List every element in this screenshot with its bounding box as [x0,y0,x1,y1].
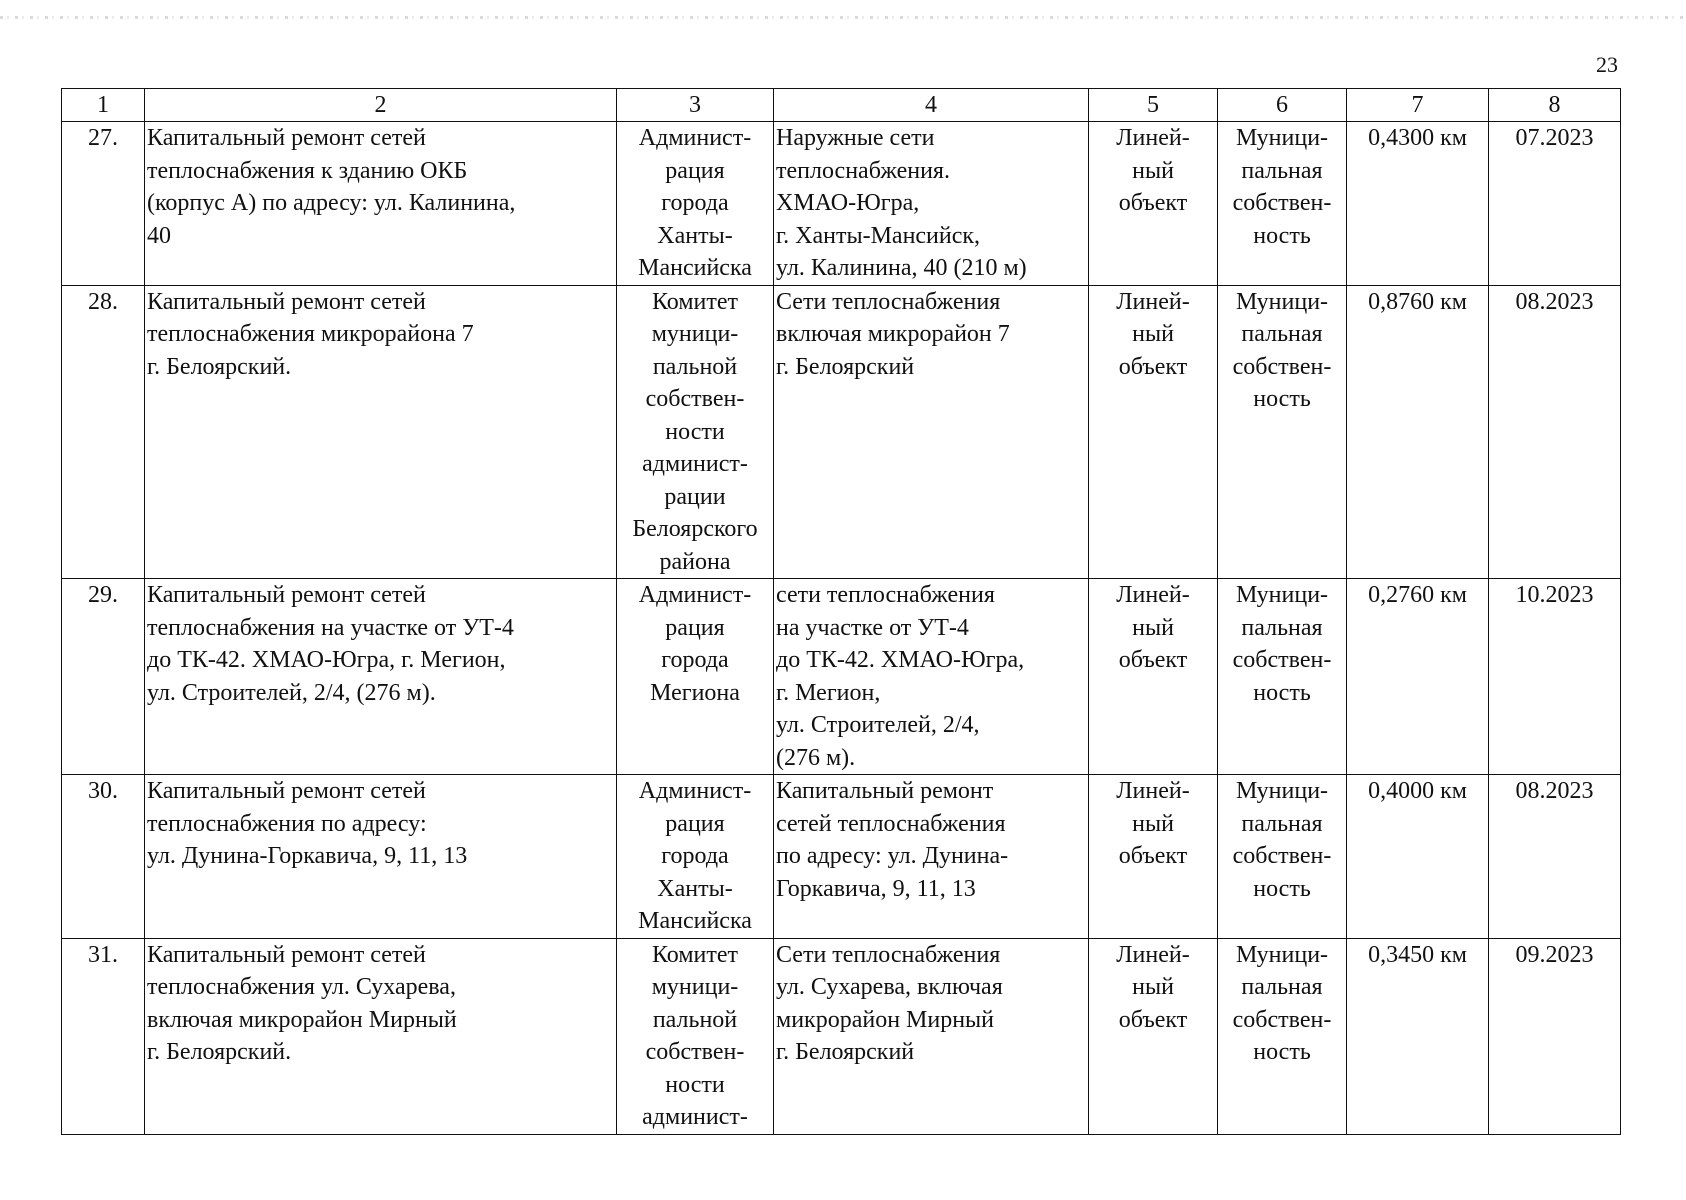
customer: Админист- рация города Ханты- Мансийска [617,122,774,286]
object-description: Капитальный ремонт сетей теплоснабжения по адресу: ул. Дунина- Горкавича, 9, 11, 13 [774,775,1089,939]
ownership: Муници- пальная собствен- ность [1218,122,1347,286]
object-description: сети теплоснабжения на участке от УТ-4 до ТК-42. ХМАО-Югра, г. Мегион, ул. Строителей, 2/4, (276 м). [774,579,1089,775]
object-description: Сети теплоснабжения включая микрорайон 7 г. Белоярский [774,285,1089,579]
scan-noise-line [0,16,1686,19]
project-name: Капитальный ремонт сетей теплоснабжения по адресу: ул. Дунина-Горкавича, 9, 11, 13 [145,775,617,939]
header-row [62,89,1621,122]
page-number: 23 [1596,52,1618,77]
length: 0,4300 км [1347,122,1489,286]
ownership: Муници- пальная собствен- ность [1218,775,1347,939]
table-row [62,285,1621,579]
table-row [62,122,1621,286]
completion-date: 08.2023 [1489,775,1621,939]
column-header-2: 2 [145,89,617,122]
object-type: Линей- ный объект [1089,285,1218,579]
length: 0,4000 км [1347,775,1489,939]
ownership: Муници- пальная собствен- ность [1218,938,1347,1134]
length: 0,8760 км [1347,285,1489,579]
project-name: Капитальный ремонт сетей теплоснабжения микрорайона 7 г. Белоярский. [145,285,617,579]
table-row [62,938,1621,1134]
object-type: Линей- ный объект [1089,579,1218,775]
project-name: Капитальный ремонт сетей теплоснабжения к зданию ОКБ (корпус А) по адресу: ул. Калинина, 40 [145,122,617,286]
row-number: 28. [62,285,145,579]
length: 0,3450 км [1347,938,1489,1134]
completion-date: 10.2023 [1489,579,1621,775]
column-header-1: 1 [62,89,145,122]
length: 0,2760 км [1347,579,1489,775]
column-header-5: 5 [1089,89,1218,122]
customer: Админист- рация города Ханты- Мансийска [617,775,774,939]
object-type: Линей- ный объект [1089,775,1218,939]
object-description: Сети теплоснабжения ул. Сухарева, включая микрорайон Мирный г. Белоярский [774,938,1089,1134]
project-name: Капитальный ремонт сетей теплоснабжения на участке от УТ-4 до ТК-42. ХМАО-Югра, г. Мегион, ул. Строителей, 2/4, (276 м). [145,579,617,775]
customer: Админист- рация города Мегиона [617,579,774,775]
row-number: 31. [62,938,145,1134]
data-table [61,88,1621,1135]
project-name: Капитальный ремонт сетей теплоснабжения ул. Сухарева, включая микрорайон Мирный г. Белоярский. [145,938,617,1134]
ownership: Муници- пальная собствен- ность [1218,285,1347,579]
customer: Комитет муници- пальной собствен- ности админист- рации Белоярского района [617,285,774,579]
customer: Комитет муници- пальной собствен- ности админист- [617,938,774,1134]
column-header-7: 7 [1347,89,1489,122]
column-header-8: 8 [1489,89,1621,122]
row-number: 27. [62,122,145,286]
completion-date: 07.2023 [1489,122,1621,286]
completion-date: 09.2023 [1489,938,1621,1134]
column-header-3: 3 [617,89,774,122]
row-number: 30. [62,775,145,939]
object-type: Линей- ный объект [1089,122,1218,286]
row-number: 29. [62,579,145,775]
object-description: Наружные сети теплоснабжения. ХМАО-Югра, г. Ханты-Мансийск, ул. Калинина, 40 (210 м) [774,122,1089,286]
completion-date: 08.2023 [1489,285,1621,579]
object-type: Линей- ный объект [1089,938,1218,1134]
ownership: Муници- пальная собствен- ность [1218,579,1347,775]
table-row [62,775,1621,939]
column-header-4: 4 [774,89,1089,122]
column-header-6: 6 [1218,89,1347,122]
table-row [62,579,1621,775]
